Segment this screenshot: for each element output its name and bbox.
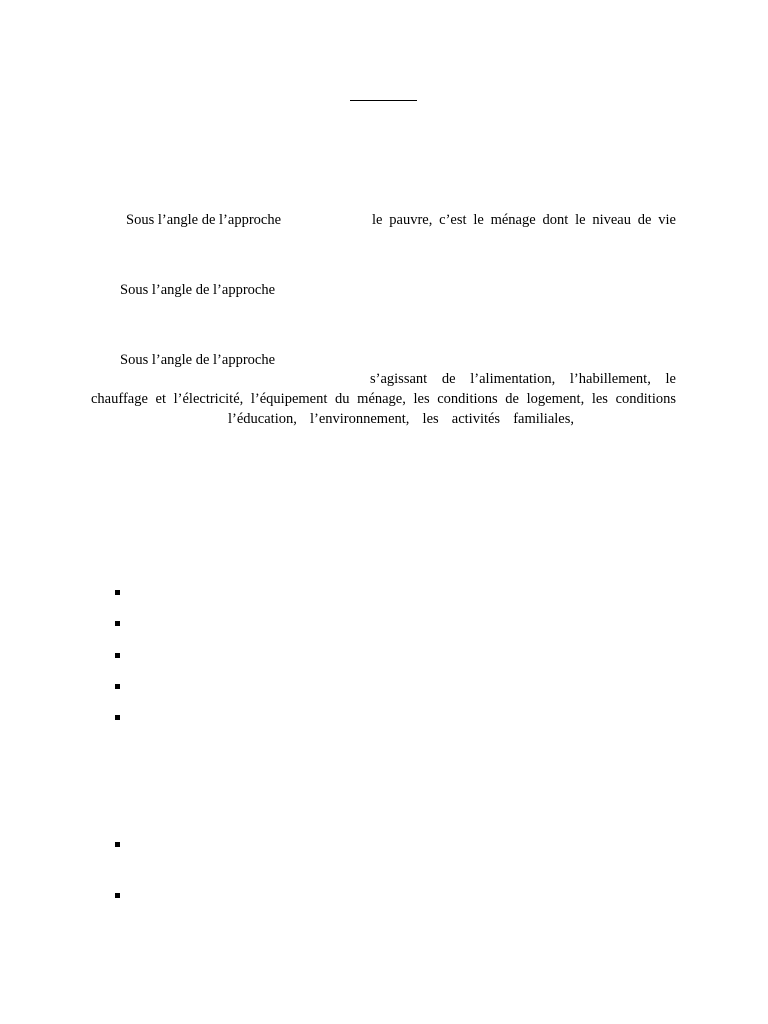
- para1-tail: le pauvre, c’est le ménage dont le niveau de vie: [372, 212, 676, 228]
- bullet-marker: [115, 684, 120, 689]
- para3-line4: l’éducation, l’environnement, les activités familiales,: [228, 411, 574, 427]
- para3-lead: Sous l’angle de l’approche: [120, 352, 276, 368]
- para3-line2: s’agissant de l’alimentation, l’habillement, le: [370, 371, 676, 387]
- bullet-marker: [115, 653, 120, 658]
- bullet-marker: [115, 621, 120, 626]
- bullet-marker: [115, 715, 120, 720]
- bullet-marker: [115, 893, 120, 898]
- title-underline: [350, 100, 417, 101]
- bullet-marker: [115, 590, 120, 595]
- para2-lead: Sous l’angle de l’approche: [120, 282, 276, 298]
- para1-lead: Sous l’angle de l’approche: [126, 212, 282, 228]
- bullet-marker: [115, 842, 120, 847]
- para3-line3: chauffage et l’électricité, l’équipement du ménage, les conditions de logement, les conditions: [91, 391, 676, 407]
